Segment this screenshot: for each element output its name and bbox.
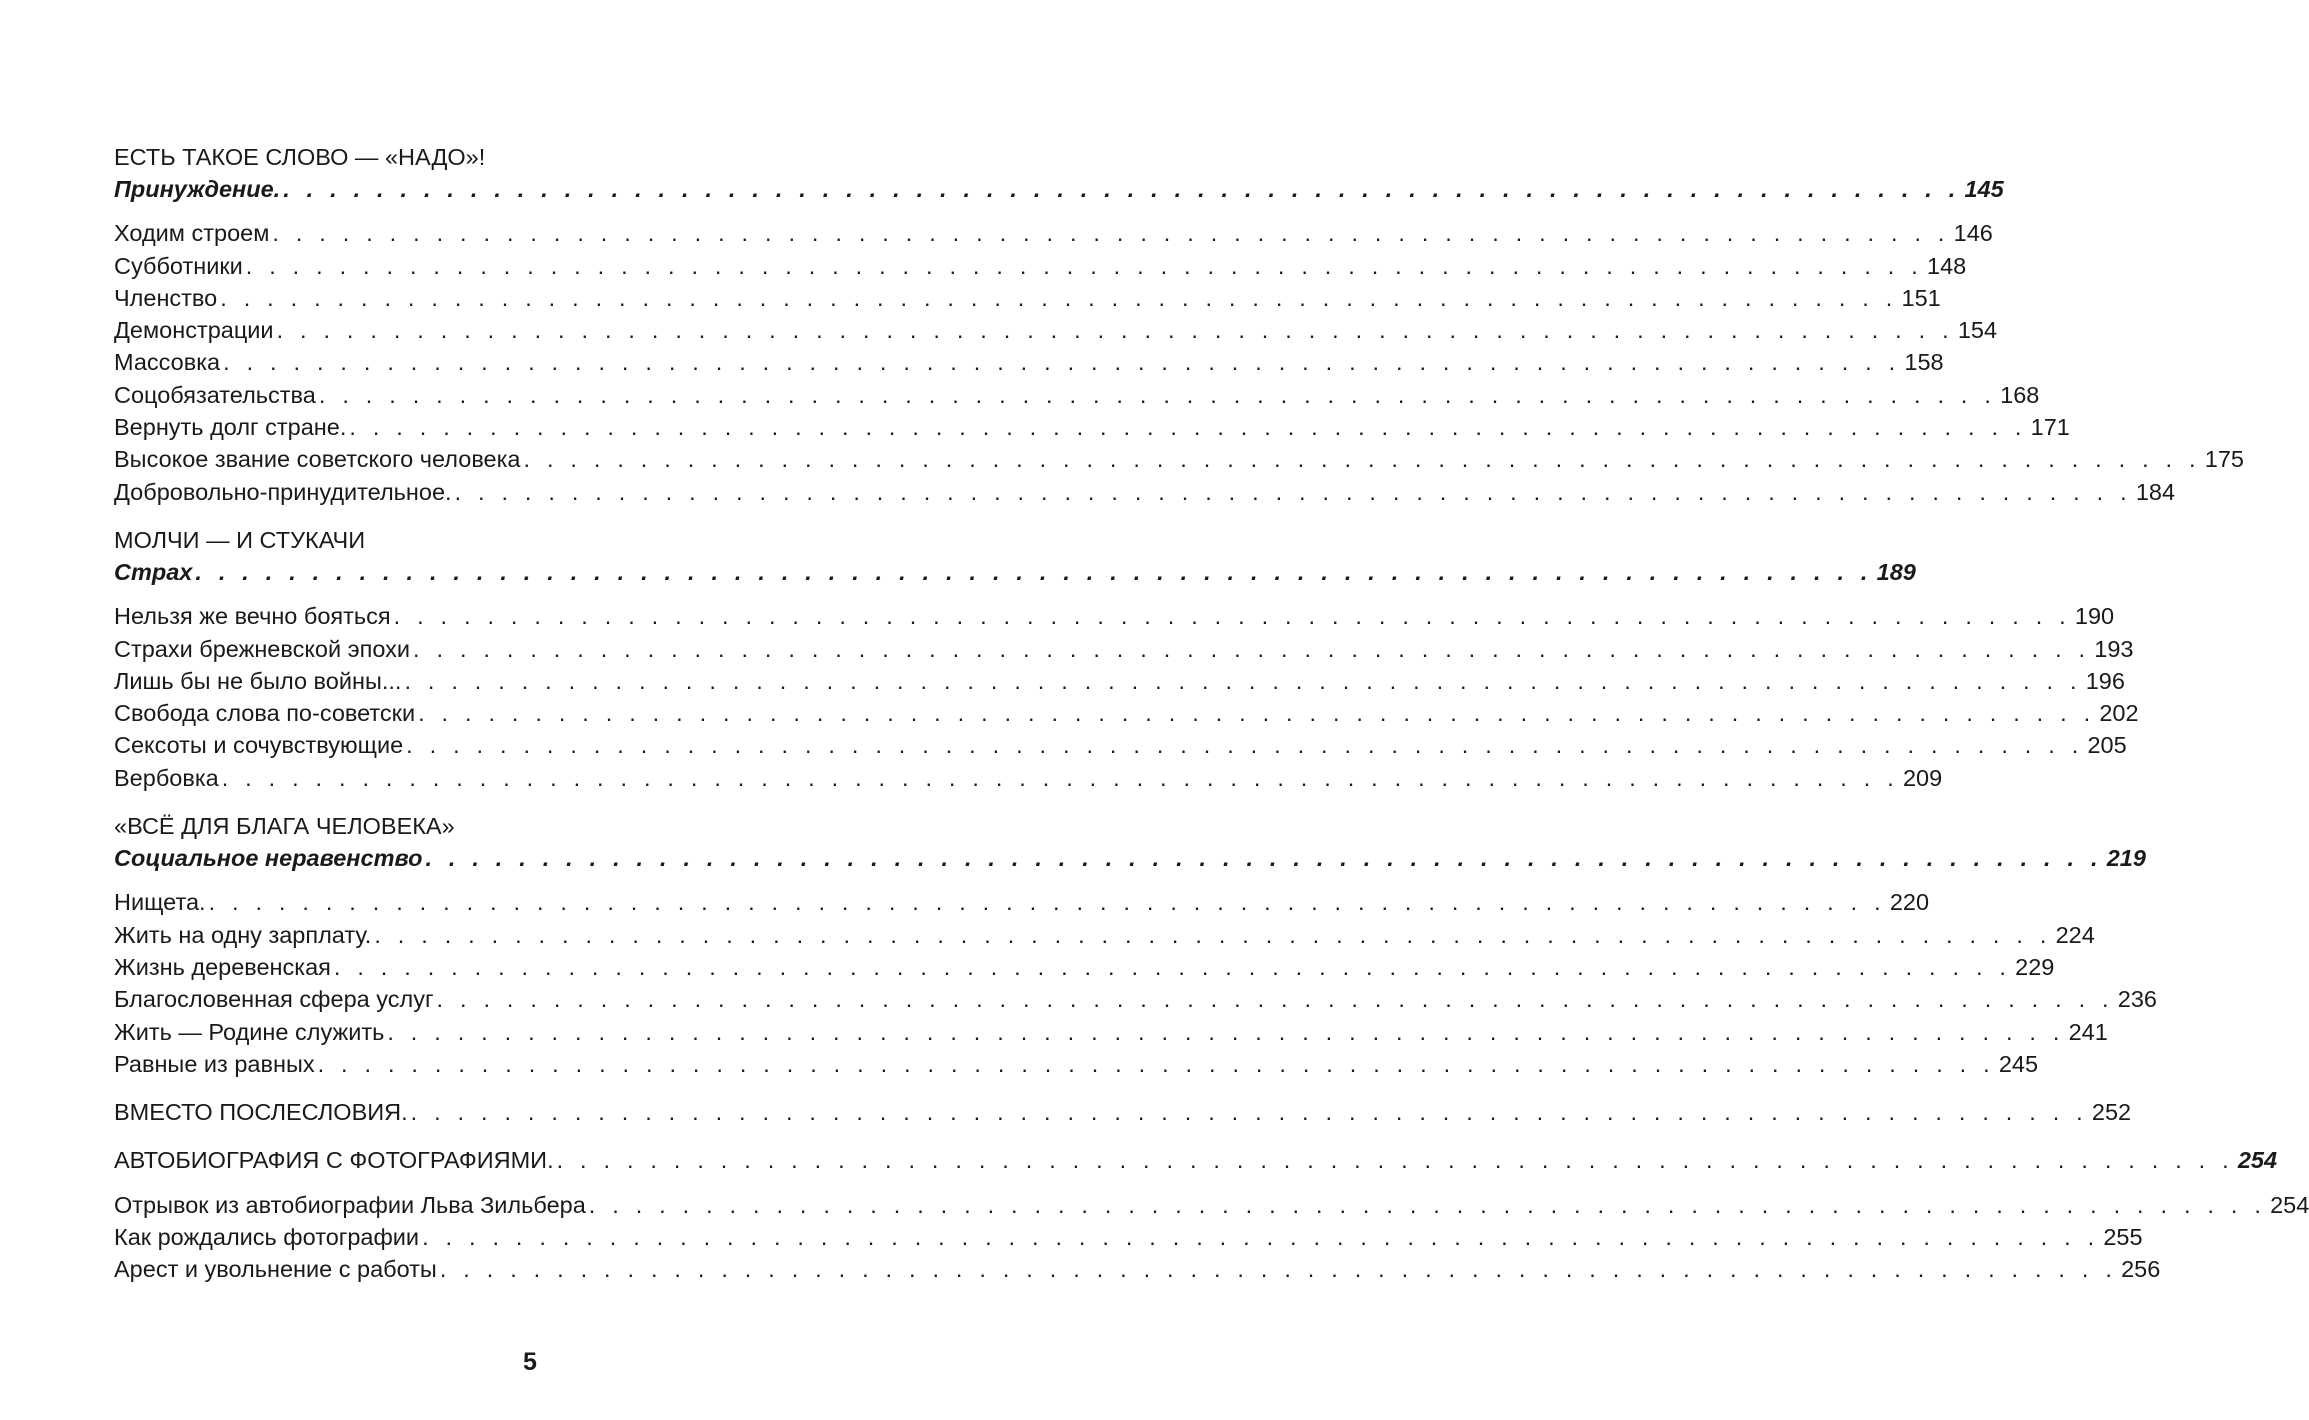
entry-title: Свобода слова по-советски: [114, 700, 416, 727]
entry-title: Ходим строем: [114, 220, 270, 247]
entry-title: Демонстрации: [114, 317, 274, 344]
toc-entry[interactable]: [114, 697, 2139, 729]
page-ref: 151: [1901, 284, 1941, 311]
toc-entry[interactable]: [114, 1016, 2108, 1048]
toc-entry[interactable]: [114, 217, 1993, 249]
toc-entry[interactable]: [114, 665, 2125, 697]
entry-title: Лишь бы не было войны...: [114, 667, 402, 694]
table-of-contents: [114, 141, 2309, 1286]
dot-leader: . . . . . . . . . . . . . . . . . . . . . . . . . . . . . . . . . . . . . . . . . . . . . . . . . . . . . . . . . . . . . . . . . . . . . . . .: [418, 700, 2096, 727]
toc-entry[interactable]: [114, 1048, 2039, 1080]
toc-entry[interactable]: [114, 1189, 2309, 1221]
dot-leader: . . . . . . . . . . . . . . . . . . . . . . . . . . . . . . . . . . . . . . . . . . . . . . . . . . . . . . . . . . . . . . . . . . . . . . . .: [439, 1256, 2118, 1283]
page-ref: 171: [2030, 414, 2070, 441]
page-ref: 245: [1998, 1050, 2039, 1077]
page-ref: 202: [2099, 700, 2139, 727]
entry-title: Вернуть долг стране.: [114, 414, 347, 441]
autobiography-title: АВТОБИОГРАФИЯ С ФОТОГРАФИЯМИ.: [114, 1147, 554, 1174]
page-ref: 254: [2237, 1147, 2278, 1174]
dot-leader: . . . . . . . . . . . . . . . . . . . . . . . . . . . . . . . . . . . . . . . . . . . . . . . . . . . . . . . . . . . . . . . . . . . . . . . .: [406, 732, 2084, 759]
toc-entry[interactable]: [114, 951, 2055, 983]
toc-entry[interactable]: [114, 729, 2127, 761]
page-ref: 154: [1957, 317, 1998, 344]
page-ref: 255: [2103, 1224, 2143, 1251]
dot-leader: . . . . . . . . . . . . . . . . . . . . . . . . . . . . . . . . . . . . . . . . . . . . . . . . . . . . . . . . . . . . . . . . . . . . . . . .: [276, 317, 1954, 344]
toc-entry[interactable]: [114, 1253, 2161, 1285]
toc-entry[interactable]: [114, 443, 2244, 475]
page-ref: 224: [2055, 921, 2095, 948]
dot-leader: . . . . . . . . . . . . . . . . . . . . . . . . . . . . . . . . . . . . . . . . . . . . . . . . . . . . . . . . . . . . . . . . . . . . . . . .: [349, 414, 2027, 441]
toc-entry[interactable]: [114, 600, 2115, 632]
page-ref: 193: [2094, 635, 2134, 662]
toc-entry[interactable]: [114, 379, 2040, 411]
page-ref: 145: [1964, 176, 2004, 202]
dot-leader: . . . . . . . . . . . . . . . . . . . . . . . . . . . . . . . . . . . . . . . . . . . . . . . . . . . . . . . . . . . . . . . . . . . . . . . .: [374, 921, 2052, 948]
dot-leader: . . . . . . . . . . . . . . . . . . . . . . . . . . . . . . . . . . . . . . . . . . . . . . . . . . . . . . . . . . . . . . . . . . . . . . . .: [245, 252, 1923, 279]
dot-leader: . . . . . . . . . . . . . . . . . . . . . . . . . . . . . . . . . . . . . . . . . . . . . . . . . . . . . . . . . . . . . . . . . . . . . . . .: [425, 845, 2103, 872]
subsection-row[interactable]: [114, 842, 2146, 874]
afterword-title: ВМЕСТО ПОСЛЕСЛОВИЯ.: [114, 1099, 408, 1126]
page-ref: 219: [2106, 845, 2146, 872]
entry-title: Отрывок из автобиографии Льва Зильбера: [114, 1191, 586, 1218]
entry-title: Субботники: [114, 252, 243, 279]
page-ref: 148: [1927, 252, 1967, 279]
toc-entry[interactable]: [114, 762, 1943, 794]
autobiography-entry[interactable]: [114, 1144, 2278, 1176]
dot-leader: . . . . . . . . . . . . . . . . . . . . . . . . . . . . . . . . . . . . . . . . . . . . . . . . . . . . . . . . . . . . . . . . . . . . . . . .: [422, 1224, 2100, 1251]
entry-title: Нельзя же вечно бояться: [114, 603, 391, 630]
afterword-entry[interactable]: [114, 1096, 2132, 1128]
entry-title: Высокое звание советского человека: [114, 446, 521, 473]
toc-entry[interactable]: [114, 476, 2176, 508]
entry-title: Жить на одну зарплату.: [114, 921, 372, 948]
dot-leader: . . . . . . . . . . . . . . . . . . . . . . . . . . . . . . . . . . . . . . . . . . . . . . . . . . . . . . . . . . . . . . . . . . . . . . . .: [523, 446, 2201, 473]
toc-entry[interactable]: [114, 983, 2158, 1015]
toc-entry[interactable]: [114, 346, 1944, 378]
dot-leader: . . . . . . . . . . . . . . . . . . . . . . . . . . . . . . . . . . . . . . . . . . . . . . . . . . . . . . . . . . . . . . . . . . . . . . . .: [317, 1050, 1995, 1077]
dot-leader: . . . . . . . . . . . . . . . . . . . . . . . . . . . . . . . . . . . . . . . . . . . . . . . . . . . . . . . . . . . . . . . . . . . . . . . .: [220, 284, 1898, 311]
entry-title: Сексоты и сочувствующие: [114, 732, 404, 759]
page-ref: 158: [1904, 349, 1944, 376]
dot-leader: . . . . . . . . . . . . . . . . . . . . . . . . . . . . . . . . . . . . . . . . . . . . . . . . . . . . . . . . . . . . . . . . . . . . . . . .: [556, 1147, 2234, 1174]
entry-title: Как рождались фотографии: [114, 1224, 420, 1251]
entry-title: Благословенная сфера услуг: [114, 986, 434, 1013]
page-ref: 256: [2121, 1256, 2161, 1283]
toc-entry[interactable]: [114, 633, 2134, 665]
toc-entry[interactable]: [114, 314, 1998, 346]
page-ref: 189: [1876, 558, 1916, 585]
entry-title: Вербовка: [114, 764, 219, 791]
dot-leader: . . . . . . . . . . . . . . . . . . . . . . . . . . . . . . . . . . . . . . . . . . . . . . . . . . . . . . . . . . . . . . . . . . . . . . . .: [410, 1099, 2088, 1126]
dot-leader: . . . . . . . . . . . . . . . . . . . . . . . . . . . . . . . . . . . . . . . . . . . . . . . . . . . . . . . . . . . . . . . . . . . . . . . .: [393, 603, 2071, 630]
subsection-title: Принуждение.: [114, 176, 281, 202]
entry-title: Жизнь деревенская: [114, 953, 331, 980]
toc-entry[interactable]: [114, 282, 1941, 314]
dot-leader: . . . . . . . . . . . . . . . . . . . . . . . . . . . . . . . . . . . . . . . . . . . . . . . . . . . . . . . . . . . . . . . . . . . . . . . .: [333, 953, 2012, 980]
dot-leader: . . . . . . . . . . . . . . . . . . . . . . . . . . . . . . . . . . . . . . . . . . . . . . . . . . . . . . . . . . . . . . . . . . . . . . . .: [454, 478, 2132, 505]
section-heading: ЕСТЬ ТАКОЕ СЛОВО — «НАДО»!: [114, 144, 486, 170]
page-ref: 236: [2117, 986, 2158, 1013]
subsection-row[interactable]: [114, 556, 1916, 588]
page-ref: 229: [2015, 953, 2055, 980]
entry-title: Добровольно-принудительное.: [114, 478, 452, 505]
dot-leader: . . . . . . . . . . . . . . . . . . . . . . . . . . . . . . . . . . . . . . . . . . . . . . . . . . . . . . . . . . . . . . . . . . . . . . . .: [283, 176, 1961, 202]
page-ref: 252: [2091, 1099, 2132, 1126]
toc-entry[interactable]: [114, 411, 2070, 443]
page-ref: 196: [2085, 667, 2125, 694]
section-heading: «ВСЁ ДЛЯ БЛАГА ЧЕЛОВЕКА»: [114, 813, 455, 840]
dot-leader: . . . . . . . . . . . . . . . . . . . . . . . . . . . . . . . . . . . . . . . . . . . . . . . . . . . . . . . . . . . . . . . . . . . . . . . .: [195, 558, 1873, 585]
toc-entry[interactable]: [114, 250, 1967, 282]
page-ref: 175: [2204, 446, 2244, 473]
page-ref: 254: [2270, 1191, 2309, 1218]
dot-leader: . . . . . . . . . . . . . . . . . . . . . . . . . . . . . . . . . . . . . . . . . . . . . . . . . . . . . . . . . . . . . . . . . . . . . . . .: [413, 635, 2091, 662]
entry-title: Равные из равных: [114, 1050, 315, 1077]
entry-title: Страхи брежневской эпохи: [114, 635, 411, 662]
subsection-row[interactable]: [114, 173, 2004, 205]
entry-title: Арест и увольнение с работы: [114, 1256, 437, 1283]
entry-title: Жить — Родине служить: [114, 1018, 385, 1045]
entry-title: Членство: [114, 284, 218, 311]
page-ref: 168: [2000, 381, 2040, 408]
toc-entry[interactable]: [114, 919, 2095, 951]
subsection-title: Социальное неравенство: [114, 845, 423, 872]
dot-leader: . . . . . . . . . . . . . . . . . . . . . . . . . . . . . . . . . . . . . . . . . . . . . . . . . . . . . . . . . . . . . . . . . . . . . . . .: [223, 349, 1901, 376]
dot-leader: . . . . . . . . . . . . . . . . . . . . . . . . . . . . . . . . . . . . . . . . . . . . . . . . . . . . . . . . . . . . . . . . . . . . . . . .: [588, 1191, 2267, 1218]
page-ref: 205: [2087, 732, 2127, 759]
page-ref: 220: [1889, 889, 1930, 916]
toc-entry[interactable]: [114, 1221, 2143, 1253]
dot-leader: . . . . . . . . . . . . . . . . . . . . . . . . . . . . . . . . . . . . . . . . . . . . . . . . . . . . . . . . . . . . . . . . . . . . . . . .: [318, 381, 1997, 408]
entry-title: Массовка: [114, 349, 221, 376]
entry-title: Нищета.: [114, 889, 206, 916]
dot-leader: . . . . . . . . . . . . . . . . . . . . . . . . . . . . . . . . . . . . . . . . . . . . . . . . . . . . . . . . . . . . . . . . . . . . . . . .: [387, 1018, 2065, 1045]
entry-title: Соцобязательства: [114, 381, 316, 408]
page-ref: 146: [1953, 220, 1993, 247]
dot-leader: . . . . . . . . . . . . . . . . . . . . . . . . . . . . . . . . . . . . . . . . . . . . . . . . . . . . . . . . . . . . . . . . . . . . . . . .: [436, 986, 2114, 1013]
subsection-title: Страх: [114, 558, 193, 585]
page-ref: 184: [2135, 478, 2176, 505]
page-ref: 190: [2074, 603, 2115, 630]
dot-leader: . . . . . . . . . . . . . . . . . . . . . . . . . . . . . . . . . . . . . . . . . . . . . . . . . . . . . . . . . . . . . . . . . . . . . . . .: [221, 764, 1899, 791]
dot-leader: . . . . . . . . . . . . . . . . . . . . . . . . . . . . . . . . . . . . . . . . . . . . . . . . . . . . . . . . . . . . . . . . . . . . . . . .: [272, 220, 1950, 247]
page-ref: 209: [1902, 764, 1943, 791]
section-heading: МОЛЧИ — И СТУКАЧИ: [114, 526, 366, 553]
dot-leader: . . . . . . . . . . . . . . . . . . . . . . . . . . . . . . . . . . . . . . . . . . . . . . . . . . . . . . . . . . . . . . . . . . . . . . . .: [208, 889, 1886, 916]
toc-entry[interactable]: [114, 886, 1930, 918]
page-number: 5: [523, 1348, 537, 1376]
page-ref: 241: [2068, 1018, 2108, 1045]
dot-leader: . . . . . . . . . . . . . . . . . . . . . . . . . . . . . . . . . . . . . . . . . . . . . . . . . . . . . . . . . . . . . . . . . . . . . . . .: [404, 667, 2082, 694]
